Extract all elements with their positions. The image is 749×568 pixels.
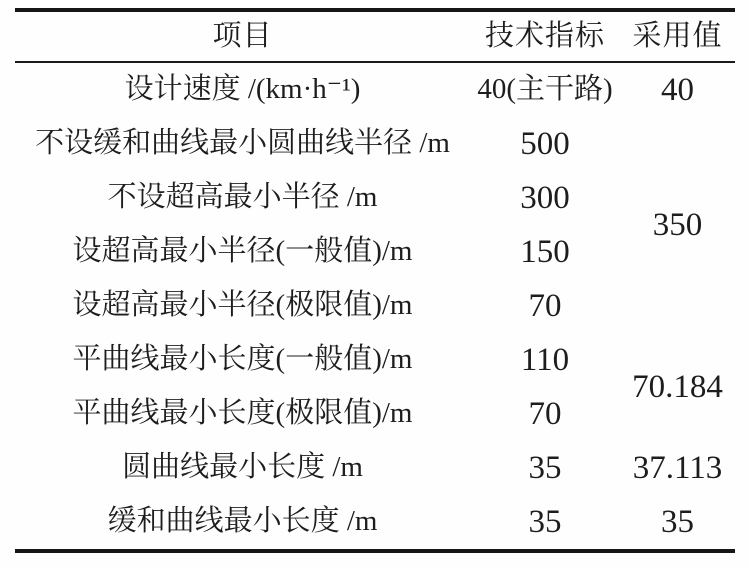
item-cell: 设超高最小半径(极限值)/m: [72, 289, 413, 322]
indicator-cell: 40(主干路): [477, 73, 613, 106]
indicator-cell: 35: [528, 449, 562, 486]
adopted-value-cell: 40: [661, 71, 694, 108]
col-header-indicator: 技术指标: [470, 10, 620, 62]
item-cell: 平曲线最小长度(一般值)/m: [72, 343, 413, 376]
design-spec-table: [15, 8, 735, 553]
indicator-cell: 35: [528, 503, 562, 540]
col-header-adopted: 采用值: [620, 10, 735, 62]
header-row: [15, 10, 735, 62]
item-cell: 缓和曲线最小长度 /m: [107, 505, 378, 538]
col-header-item: 项目: [15, 10, 470, 62]
item-cell: 不设超高最小半径 /m: [107, 181, 378, 214]
table-row: [15, 62, 735, 117]
table-row: [15, 117, 735, 171]
table-row: [15, 495, 735, 551]
adopted-value-cell: 37.113: [632, 449, 723, 486]
table-row: [15, 441, 735, 495]
indicator-cell: 70: [528, 287, 562, 324]
table-row: [15, 333, 735, 387]
indicator-cell: 300: [520, 179, 570, 216]
indicator-cell: 500: [520, 125, 570, 162]
item-cell: 设计速度 /(km·h⁻¹): [124, 73, 361, 106]
adopted-value-cell: 350: [652, 206, 703, 243]
adopted-value-cell: 70.184: [632, 368, 723, 405]
indicator-cell: 110: [520, 341, 570, 378]
indicator-cell: 150: [520, 233, 570, 270]
indicator-cell: 70: [528, 395, 562, 432]
item-cell: 不设缓和曲线最小圆曲线半径 /m: [35, 127, 450, 160]
item-cell: 平曲线最小长度(极限值)/m: [72, 397, 413, 430]
item-cell: 圆曲线最小长度 /m: [122, 451, 363, 484]
item-cell: 设超高最小半径(一般值)/m: [72, 235, 413, 268]
adopted-value-cell: 35: [661, 503, 694, 540]
